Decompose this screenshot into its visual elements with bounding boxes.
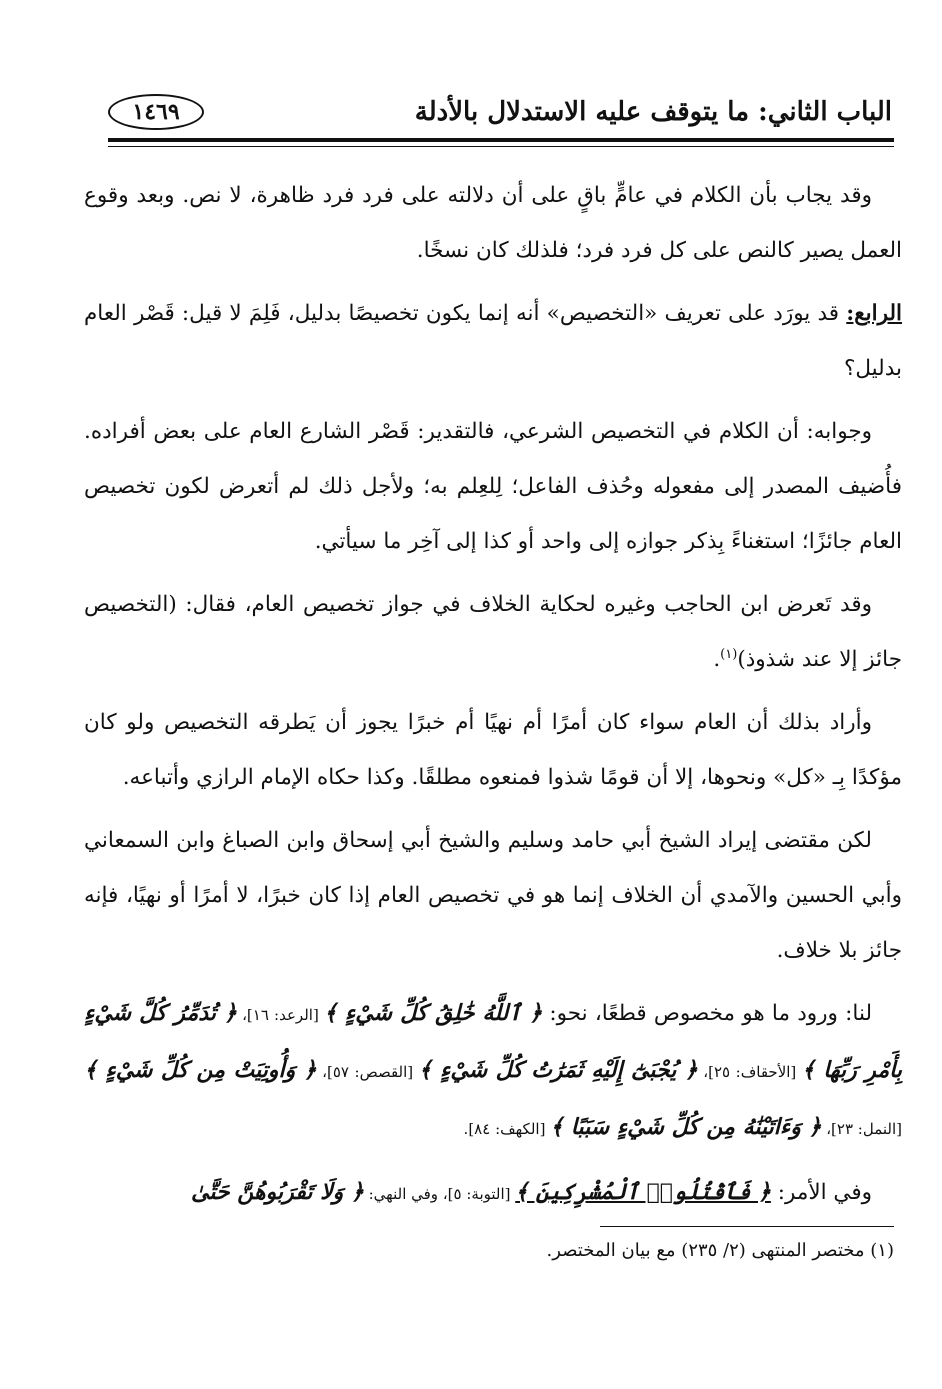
paragraph-3 <box>84 404 902 569</box>
paragraph-8 <box>84 1165 902 1222</box>
quran-verse-7: ﴿ وَلَا تَقْرَبُوهُنَّ حَتَّىٰ <box>191 1179 364 1205</box>
footnote-text: (١) مختصر المنتهى (٢/ ٢٣٥) مع بيان المختصر. <box>546 1240 894 1261</box>
quran-verse-4: ﴿ وَأُوتِيَتْ مِن كُلِّ شَيْءٍ ﴾ <box>84 1057 317 1083</box>
paragraph-7 <box>84 986 902 1157</box>
paragraph-1 <box>84 168 902 278</box>
footnote <box>84 1236 894 1266</box>
paragraph-7-intro: لنا: ورود ما هو مخصوص قطعًا، نحو: <box>542 1001 872 1026</box>
paragraph-2 <box>84 286 902 396</box>
quran-verse-6: ﴿ فَٱقْتُلُوا۟ ٱلْمُشْرِكِينَ ﴾ <box>515 1179 771 1205</box>
page-number: ١٤٦٩ <box>108 94 204 130</box>
footnote-marker: (١) <box>720 646 738 662</box>
main-text <box>84 168 902 1230</box>
paragraph-8-intro: وفي الأمر: <box>770 1180 872 1205</box>
chapter-title: الباب الثاني: ما يتوقف عليه الاستدلال بالأدلة <box>414 97 892 127</box>
paragraph-3-text: وجوابه: أن الكلام في التخصيص الشرعي، فالتقدير: قَصْر الشارع العام على بعض أفراده. فأُضيف المصدر إلى مفعوله وحُذف الفاعل؛ لِلعِلم به؛ ولأجل ذلك لم أتعرض لكون تخصيص العام جائزًا؛ استغناءً بِذكر جوازه إلى واحد أو كذا إلى آخِر ما سيأتي. <box>84 419 902 554</box>
verse-reference-4: [النمل: ٢٣]، <box>821 1120 902 1138</box>
paragraph-4 <box>84 577 902 687</box>
quran-verse-1: ﴿ ٱللَّهُ خَٰلِقُ كُلِّ شَيْءٍ ﴾ <box>323 1000 543 1026</box>
header-rule-thick <box>108 138 894 142</box>
verse-reference-6: [التوبة: ٥]، وفي النهي: <box>363 1185 516 1203</box>
quran-verse-3: ﴿ يُجْبَىٰٓ إِلَيْهِ ثَمَرَٰتُ كُلِّ شَيْءٍ ﴾ <box>418 1057 698 1083</box>
paragraph-5 <box>84 695 902 805</box>
header-rule-thin <box>108 146 894 147</box>
verse-reference-2: [الأحقاف: ٢٥]، <box>697 1063 802 1081</box>
paragraph-4-end: . <box>713 647 721 672</box>
paragraph-6 <box>84 813 902 978</box>
quran-verse-5: ﴿ وَءَاتَيْنَٰهُ مِن كُلِّ شَيْءٍ سَبَبًا ﴾ <box>550 1114 822 1140</box>
paragraph-1-text: وقد يجاب بأن الكلام في عامٍّ باقٍ على أن دلالته على فرد فرد ظاهرة، لا نص. وبعد وقوع العمل يصير كالنص على كل فرد فرد؛ فلذلك كان نسخًا. <box>84 183 902 263</box>
verse-reference-1: [الرعد: ١٦]، <box>236 1006 324 1024</box>
footnote-separator <box>600 1226 894 1227</box>
running-header <box>108 92 892 132</box>
paragraph-5-text: وأراد بذلك أن العام سواء كان أمرًا أم نهيًا أم خبرًا يجوز أن يَطرقه التخصيص ولو كان مؤكدًا بِـ «كل» ونحوها، إلا أن قومًا شذوا فمنعوه مطلقًا. وكذا حكاه الإمام الرازي وأتباعه. <box>84 710 902 790</box>
verse-reference-3: [القصص: ٥٧]، <box>316 1063 419 1081</box>
paragraph-6-text: لكن مقتضى إيراد الشيخ أبي حامد وسليم والشيخ أبي إسحاق وابن الصباغ وابن السمعاني وأبي الحسين والآمدي أن الخلاف إنما هو في تخصيص العام إذا كان خبرًا، لا أمرًا أو نهيًا، فإنه جائز بلا خلاف. <box>84 828 902 963</box>
paragraph-2-text: قد يورَد على تعريف «التخصيص» أنه إنما يكون تخصيصًا بدليل، فَلِمَ لا قيل: قَصْر العام بدليل؟ <box>84 301 902 381</box>
verse-reference-5: [الكهف: ٨٤]. <box>463 1120 551 1138</box>
quran-verse-2: ﴿ تُدَمِّرُ كُلَّ شَيْءٍ بِأَمْرِ رَبِّهَا ﴾ <box>84 1000 902 1083</box>
paragraph-4-text: وقد تَعرض ابن الحاجب وغيره لحكاية الخلاف في جواز تخصيص العام، فقال: (التخصيص جائز إلا عند شذوذ) <box>84 592 902 672</box>
paragraph-2-lead: الرابع: <box>846 301 902 326</box>
